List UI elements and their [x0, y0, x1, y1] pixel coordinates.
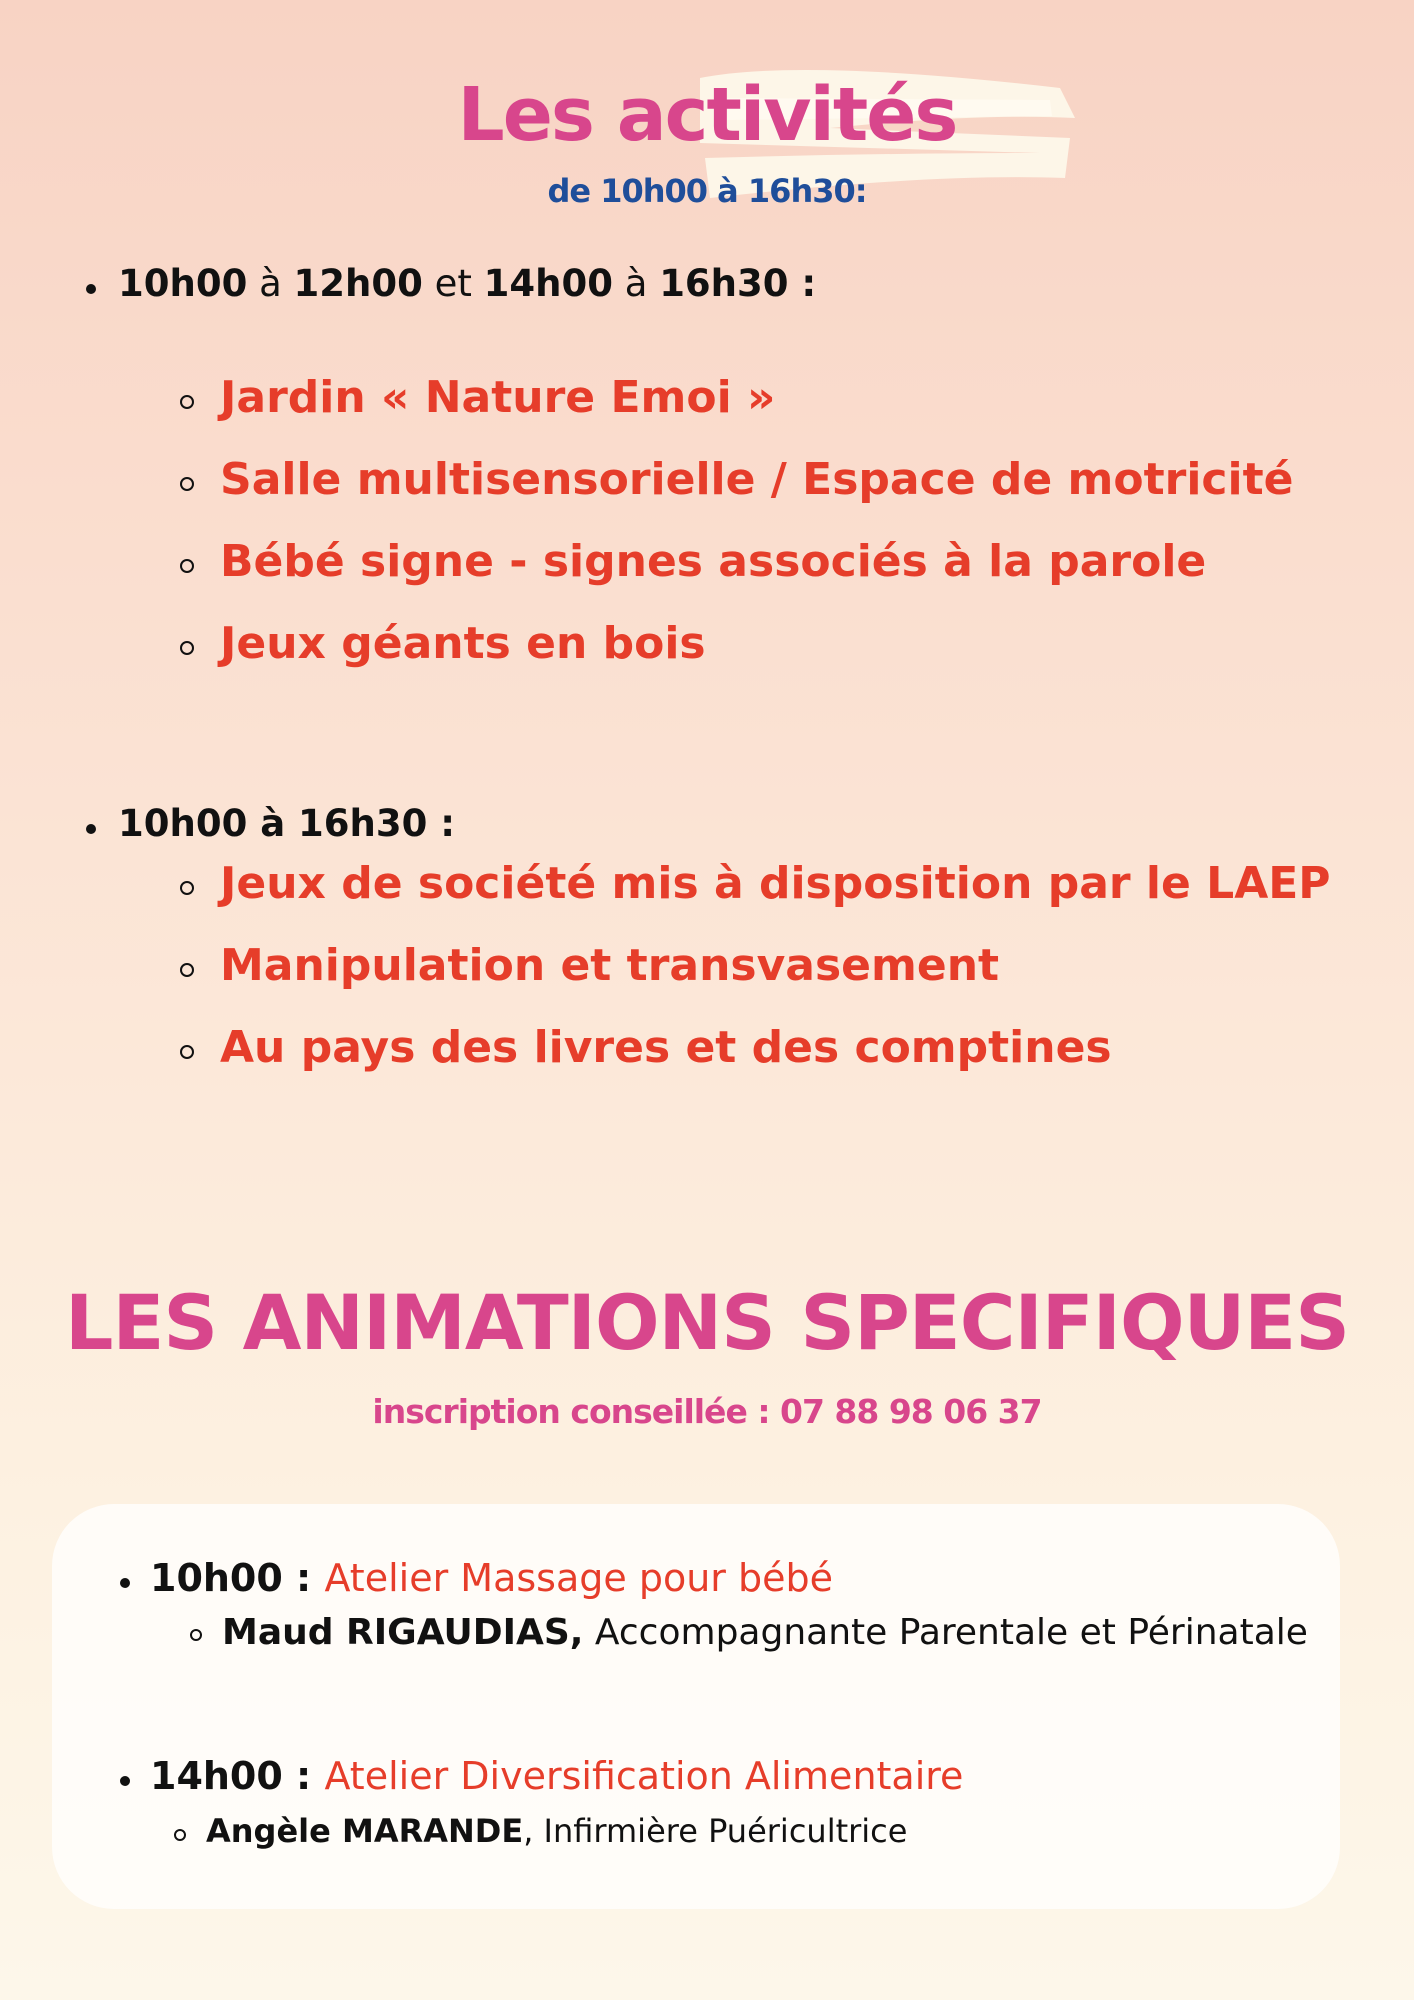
list-item: Manipulation et transvasement [220, 940, 1331, 1022]
event-name: Atelier Massage pour bébé [324, 1556, 833, 1600]
list-item: Jeux géants en bois [220, 618, 1293, 700]
list-item: Au pays des livres et des comptines [220, 1022, 1331, 1104]
event-1-host [222, 1612, 1308, 1653]
schedule-group-1-label: 10h00 à 12h00 et 14h00 à 16h30 : [118, 262, 817, 305]
list-item: Jardin « Nature Emoi » [220, 372, 1293, 454]
animations-subtitle: inscription conseillée : 07 88 98 06 37 [372, 1392, 1042, 1431]
activity-list-2 [220, 858, 1331, 1104]
event-1 [150, 1556, 833, 1600]
host-role: , Infirmière Puéricultrice [523, 1812, 908, 1850]
host-role: Accompagnante Parentale et Périnatale [583, 1612, 1308, 1653]
host-name: Maud RIGAUDIAS, [222, 1612, 584, 1653]
animations-card [52, 1504, 1340, 1909]
event-2 [150, 1754, 963, 1798]
list-item: Jeux de société mis à disposition par le LAEP [220, 858, 1331, 940]
page-title: Les activités [457, 72, 957, 158]
list-item: Salle multisensorielle / Espace de motricité [220, 454, 1293, 536]
schedule-group-2-label: 10h00 à 16h30 : [118, 802, 456, 845]
event-time: 14h00 : [150, 1754, 312, 1798]
activity-list-1 [220, 372, 1293, 700]
event-time: 10h00 : [150, 1556, 312, 1600]
page-subtitle: de 10h00 à 16h30: [547, 172, 867, 210]
animations-title: LES ANIMATIONS SPECIFIQUES [65, 1278, 1349, 1367]
host-name: Angèle MARANDE [206, 1812, 524, 1850]
event-name: Atelier Diversification Alimentaire [324, 1754, 964, 1798]
event-2-host [206, 1812, 907, 1850]
list-item: Bébé signe - signes associés à la parole [220, 536, 1293, 618]
